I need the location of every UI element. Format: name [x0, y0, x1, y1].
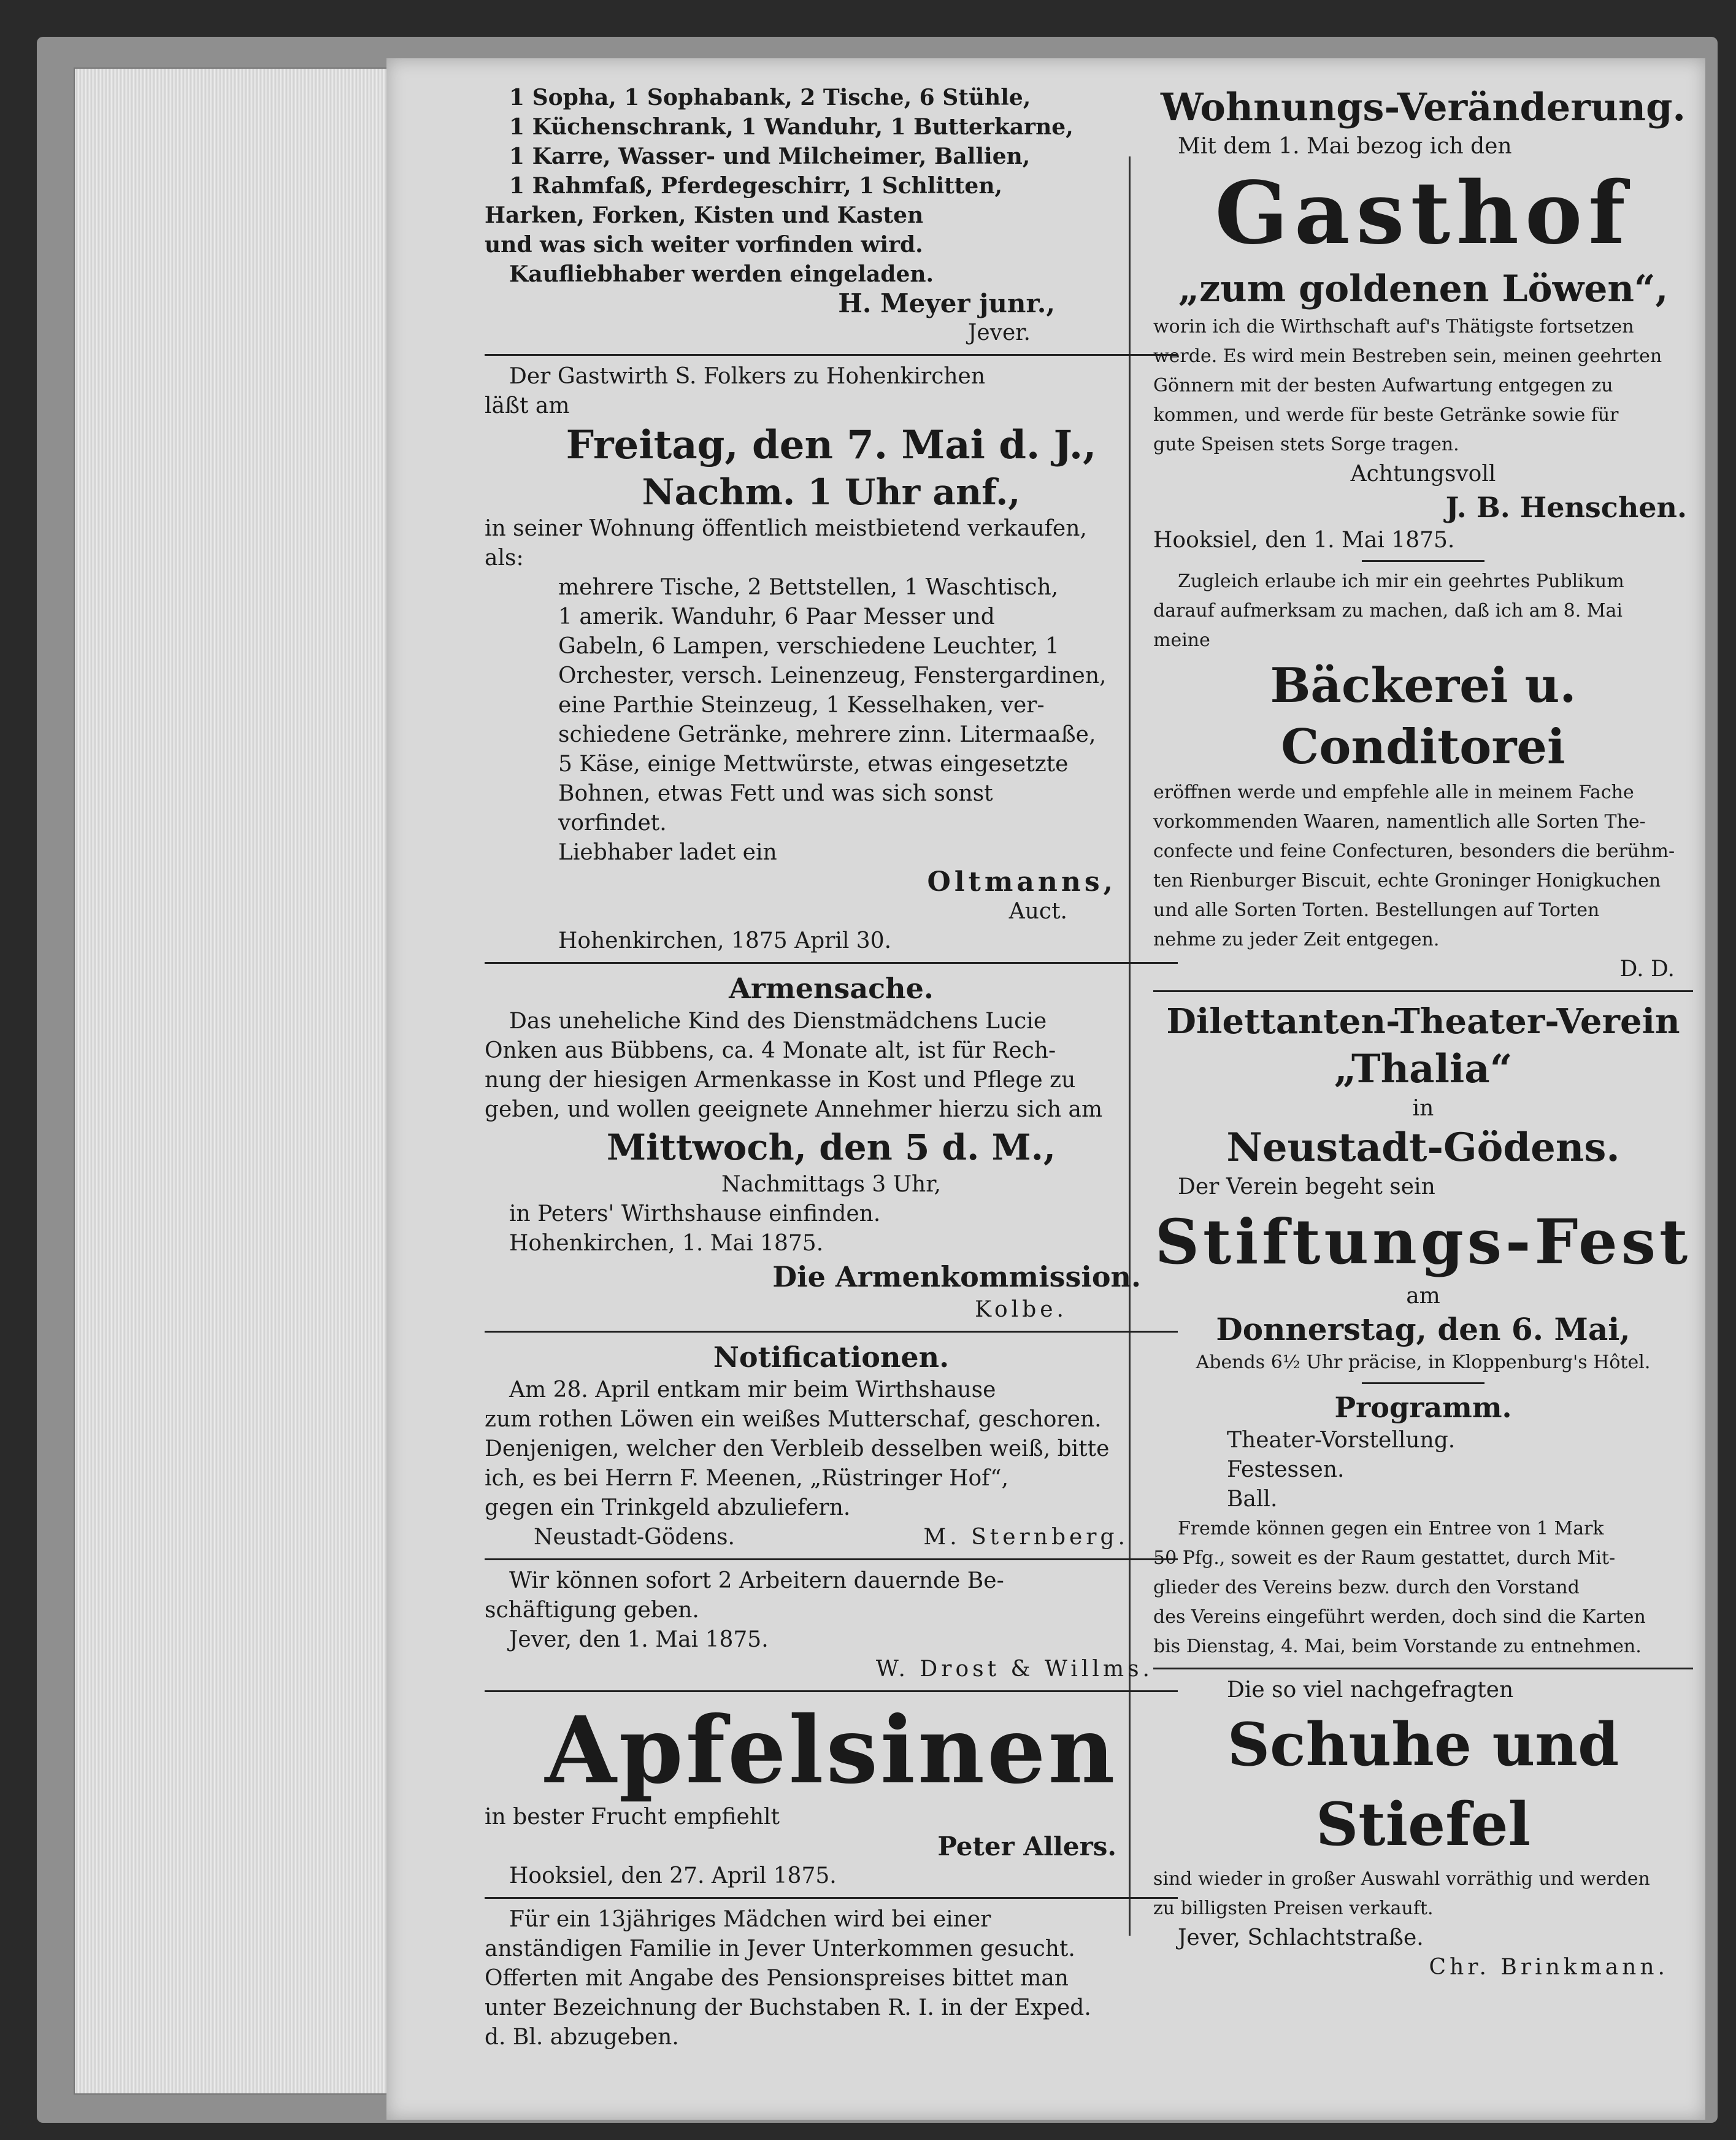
item-line: 1 amerik. Wanduhr, 6 Paar Messer und	[558, 604, 995, 629]
meeting-date: Mittwoch, den 5 d. M.,	[606, 1126, 1056, 1168]
item-line: eine Parthie Steinzeug, 1 Kesselhaken, ver-	[558, 693, 1045, 718]
ad-apfelsinen	[485, 1698, 1178, 1891]
ad-title: Notificationen.	[713, 1341, 950, 1374]
ad-pension-wanted	[485, 1905, 1178, 2052]
divider-rule	[485, 354, 1178, 356]
invite-line: Liebhaber ladet ein	[558, 840, 777, 865]
signer-name: Kolbe.	[975, 1297, 1067, 1322]
text-line: d. Bl. abzugeben.	[485, 2025, 679, 2050]
ad-auction-folkers	[485, 362, 1178, 956]
big-heading: Stiftungs-Fest	[1154, 1206, 1692, 1278]
item-line: Orchester, versch. Leinenzeug, Fenstergardinen,	[558, 663, 1107, 688]
text-line: Fremde können gegen ein Entree von 1 Mark	[1178, 1518, 1604, 1539]
text-line: Denjenigen, welcher den Verbleib desselben weiß, bitte	[485, 1436, 1110, 1461]
item-line: schiedene Getränke, mehrere zinn. Litermaaße,	[558, 722, 1096, 747]
text-line: 50 Pfg., soweit es der Raum gestattet, durch Mit-	[1153, 1547, 1616, 1569]
text-line: werde. Es wird mein Bestreben sein, meinen geehrten	[1153, 345, 1662, 367]
auction-date: Freitag, den 7. Mai d. J.,	[566, 422, 1097, 468]
big-heading: Schuhe und Stiefel	[1227, 1710, 1619, 1859]
ad-schuhe-stiefel	[1153, 1676, 1693, 1982]
ad-theater-verein	[1153, 998, 1693, 1661]
text-line: meine	[1153, 629, 1210, 651]
club-place: Neustadt-Gödens.	[1226, 1125, 1620, 1171]
signer: Oltmanns,	[927, 866, 1116, 898]
text-line: gegen ein Trinkgeld abzuliefern.	[485, 1495, 851, 1520]
signer: J. B. Henschen.	[1445, 491, 1687, 524]
meeting-place: in Peters' Wirthshause einfinden.	[509, 1201, 881, 1226]
dateline: Hohenkirchen, 1. Mai 1875.	[509, 1231, 824, 1256]
text-line: Kaufliebhaber werden eingeladen.	[509, 261, 934, 287]
initials: D. D.	[1619, 956, 1675, 982]
text-line: 1 Sopha, 1 Sophabank, 2 Tische, 6 Stühle,	[509, 85, 1031, 110]
text-line: zum rothen Löwen ein weißes Mutterschaf, geschoren.	[485, 1407, 1102, 1432]
text-line: geben, und wollen geeignete Annehmer hierzu sich am	[485, 1097, 1103, 1122]
divider-rule	[1153, 990, 1693, 992]
text-line: ten Rienburger Biscuit, echte Groninger Honigkuchen	[1153, 870, 1661, 891]
left-column	[485, 83, 1178, 2050]
text-line: bis Dienstag, 4. Mai, beim Vorstande zu entnehmen.	[1153, 1636, 1642, 1657]
ad-title: Apfelsinen	[545, 1696, 1118, 1804]
text-line: nehme zu jeder Zeit entgegen.	[1153, 929, 1440, 950]
text-line: am	[1406, 1284, 1440, 1309]
signer: Peter Allers.	[937, 1831, 1116, 1861]
text-line: worin ich die Wirthschaft auf's Thätigste fortsetzen	[1153, 316, 1634, 337]
ad-gasthof-loewen	[1153, 83, 1693, 562]
text-line: darauf aufmerksam zu machen, daß ich am 8. Mai	[1153, 600, 1623, 622]
ad-title: Armensache.	[729, 972, 934, 1005]
ad-drost-willms	[485, 1566, 1178, 1684]
item-line: 5 Käse, einige Mettwürste, etwas eingesetzte	[558, 752, 1069, 777]
event-date: Donnerstag, den 6. Mai,	[1216, 1311, 1630, 1347]
text-line: kommen, und werde für beste Getränke sowie für	[1153, 404, 1619, 426]
item-line: Gabeln, 6 Lampen, verschiedene Leuchter, 1	[558, 634, 1059, 659]
text-line: unter Bezeichnung der Buchstaben R. I. in der Exped.	[485, 1995, 1091, 2020]
dateline: Jever, den 1. Mai 1875.	[509, 1627, 769, 1652]
text-line: anständigen Familie in Jever Unterkommen gesucht.	[485, 1936, 1075, 1961]
text-line: Die so viel nachgefragten	[1227, 1677, 1514, 1703]
role: Auct.	[1008, 899, 1067, 924]
program-item: Ball.	[1227, 1487, 1278, 1512]
item-line: Bohnen, etwas Fett und was sich sonst	[558, 781, 993, 806]
text-line: Wir können sofort 2 Arbeitern dauernde Be-	[509, 1568, 1004, 1593]
place: Jever.	[967, 320, 1031, 345]
signer: Chr. Brinkmann.	[1429, 1955, 1669, 1980]
dateline: Hooksiel, den 27. April 1875.	[509, 1863, 837, 1888]
newspaper-page	[386, 58, 1705, 2120]
text-line: 1 Küchenschrank, 1 Wanduhr, 1 Butterkarne,	[509, 114, 1073, 140]
text-line: 1 Karre, Wasser- und Milcheimer, Ballien,	[509, 144, 1031, 169]
text-line: Das uneheliche Kind des Dienstmädchens Lucie	[509, 1009, 1047, 1034]
text-line: Der Verein begeht sein	[1178, 1174, 1435, 1199]
place: Neustadt-Gödens.	[534, 1525, 735, 1550]
signer: Die Armenkommission.	[772, 1260, 1141, 1293]
text-line: in seiner Wohnung öffentlich meistbietend verkaufen,	[485, 516, 1087, 541]
program-item: Festessen.	[1227, 1457, 1345, 1482]
ad-auction-meyer	[485, 83, 1178, 348]
text-line: und was sich weiter vorfinden wird.	[485, 232, 923, 258]
text-line: Der Gastwirth S. Folkers zu Hohenkirchen	[509, 364, 986, 389]
signer: M. Sternberg.	[923, 1525, 1129, 1550]
signer: W. Drost & Willms.	[875, 1657, 1153, 1682]
program-title: Programm.	[1334, 1391, 1512, 1424]
text-line: in	[1412, 1096, 1434, 1121]
text-line: ich, es bei Herrn F. Meenen, „Rüstringer Hof“,	[485, 1466, 1009, 1491]
text-line: Gönnern mit der besten Aufwartung entgegen zu	[1153, 375, 1613, 396]
auction-time: Nachm. 1 Uhr anf.,	[642, 471, 1021, 513]
text-line: Onken aus Bübbens, ca. 4 Monate alt, ist für Rech-	[485, 1038, 1056, 1063]
item-line: mehrere Tische, 2 Bettstellen, 1 Waschtisch,	[558, 575, 1059, 600]
short-rule	[1362, 560, 1484, 562]
inn-name: „zum goldenen Löwen“,	[1178, 268, 1669, 310]
text-line: als:	[485, 545, 524, 571]
ad-notificationen	[485, 1339, 1178, 1552]
text-line: glieder des Vereins bezw. durch den Vorstand	[1153, 1577, 1580, 1598]
text-line: gute Speisen stets Sorge tragen.	[1153, 434, 1459, 455]
dateline: Hohenkirchen, 1875 April 30.	[558, 928, 892, 953]
ad-title: Dilettanten-Theater-Verein	[1166, 1001, 1680, 1042]
text-line: 1 Rahmfaß, Pferdegeschirr, 1 Schlitten,	[509, 173, 1003, 199]
text-line: Harken, Forken, Kisten und Kasten	[485, 202, 924, 228]
event-time: Abends 6½ Uhr präcise, in Kloppenburg's Hôtel.	[1196, 1352, 1651, 1373]
text-line: nung der hiesigen Armenkasse in Kost und Pflege zu	[485, 1068, 1076, 1093]
text-line: Offerten mit Angabe des Pensionspreises bittet man	[485, 1966, 1069, 1991]
club-name: „Thalia“	[1334, 1046, 1513, 1092]
text-line: schäftigung geben.	[485, 1598, 699, 1623]
divider-rule	[1153, 1668, 1693, 1669]
divider-rule	[485, 962, 1178, 964]
text-line: eröffnen werde und empfehle alle in meinem Fache	[1153, 782, 1634, 803]
text-line: läßt am	[485, 393, 570, 418]
closing: Achtungsvoll	[1350, 461, 1496, 487]
page-edges	[74, 67, 395, 2095]
place: Jever, Schlachtstraße.	[1178, 1925, 1424, 1950]
text-line: sind wieder in großer Auswahl vorräthig und werden	[1153, 1868, 1650, 1890]
divider-rule	[485, 1331, 1178, 1333]
footer-line	[485, 1523, 1178, 1552]
meeting-time: Nachmittags 3 Uhr,	[721, 1172, 941, 1197]
item-line: vorfindet.	[558, 810, 667, 836]
ad-armensache	[485, 970, 1178, 1325]
ad-title: Wohnungs-Veränderung.	[1160, 85, 1686, 129]
divider-rule	[485, 1897, 1178, 1899]
text-line: Mit dem 1. Mai bezog ich den	[1178, 134, 1512, 159]
big-heading: Gasthof	[1215, 163, 1632, 264]
ad-baeckerei	[1153, 567, 1693, 984]
text-line: zu billigsten Preisen verkauft.	[1153, 1898, 1434, 1919]
short-rule	[1362, 1382, 1484, 1384]
text-line: des Vereins eingeführt werden, doch sind die Karten	[1153, 1606, 1646, 1628]
text-line: Für ein 13jähriges Mädchen wird bei einer	[509, 1907, 991, 1932]
divider-rule	[485, 1690, 1178, 1692]
text-line: Am 28. April entkam mir beim Wirthshause	[509, 1377, 996, 1403]
big-heading: Bäckerei u. Conditorei	[1270, 658, 1577, 775]
signer: H. Meyer junr.,	[838, 288, 1055, 318]
divider-rule	[485, 1558, 1178, 1560]
right-column	[1153, 83, 1693, 1980]
dateline: Hooksiel, den 1. Mai 1875.	[1153, 528, 1455, 553]
program-item: Theater-Vorstellung.	[1227, 1428, 1456, 1453]
text-line: vorkommenden Waaren, namentlich alle Sorten The-	[1153, 811, 1646, 833]
text-line: confecte und feine Confecturen, besonders die berühm-	[1153, 841, 1675, 862]
text-line: Zugleich erlaube ich mir ein geehrtes Publikum	[1178, 571, 1624, 592]
text-line: und alle Sorten Torten. Bestellungen auf Torten	[1153, 899, 1600, 921]
text-line: in bester Frucht empfiehlt	[485, 1804, 780, 1830]
